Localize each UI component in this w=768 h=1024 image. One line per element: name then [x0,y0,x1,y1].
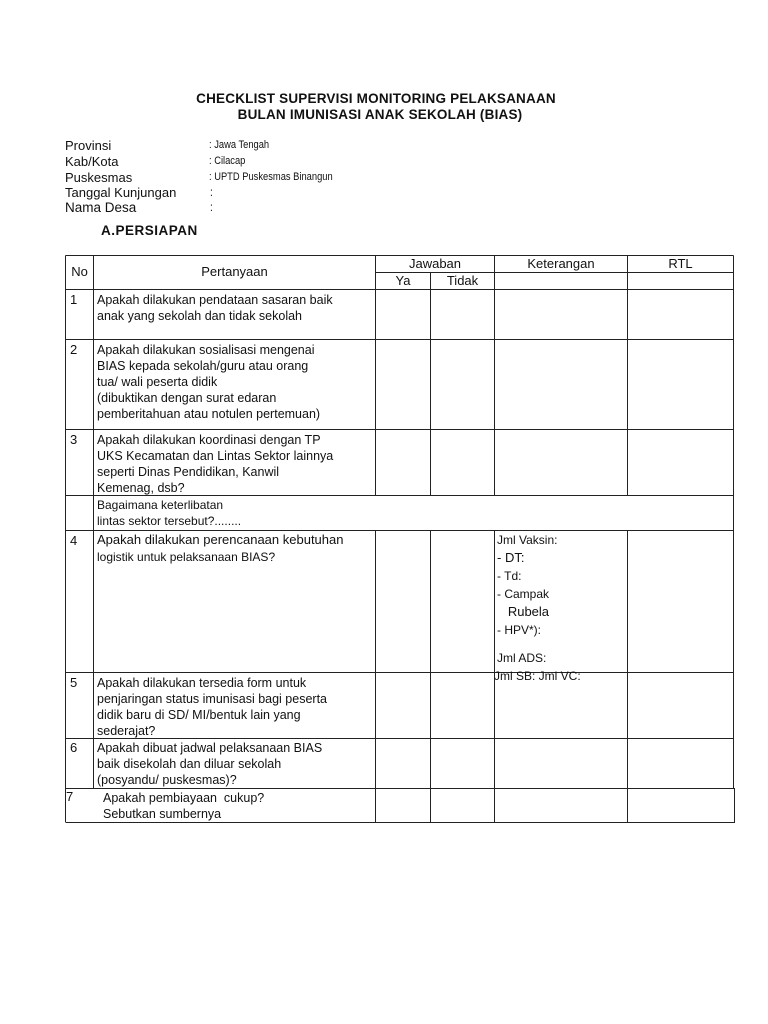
info-label: Puskesmas [65,170,133,185]
info-label: Tanggal Kunjungan [65,185,177,200]
header-ya: Ya [395,273,411,288]
question-text: Bagaimana keterlibatan lintas sektor tersebut?........ [97,498,242,528]
info-value: : UPTD Puskesmas Binangun [209,171,333,183]
header-keterangan: Keterangan [527,256,595,271]
row-number: 5 [70,675,78,690]
header-pertanyaan: Pertanyaan [201,264,268,279]
header-jawaban: Jawaban [408,256,462,271]
row-number: 6 [70,740,78,755]
header-rtl: RTL [668,256,693,271]
question-text: Apakah dilakukan sosialisasi mengenai BIAS kepada sekolah/guru atau orang tua/ wali peserta didik (dibuktikan dengan surat edaran pemberitahuan atau notulen pertemuan) [97,343,321,421]
info-value: : Cilacap [209,155,246,167]
question-text: Apakah dilakukan pendataan sasaran baik anak yang sekolah dan tidak sekolah [97,293,333,323]
question-text: Apakah pembiayaan cukup? Sebutkan sumbernya [103,791,265,821]
header-tidak: Tidak [446,273,479,288]
question-text: Apakah dilakukan perencanaan kebutuhan logistik untuk pelaksanaan BIAS? [97,532,344,564]
keterangan-logistik: Jml Vaksin: - DT: - Td: - Campak Rubela - HPV*): Jml ADS: Jml SB: Jml VC: [494,533,581,683]
info-value: : [210,200,213,214]
question-text: Apakah dibuat jadwal pelaksanaan BIAS baik disekolah dan diluar sekolah (posyandu/ puskesmas)? [97,741,323,787]
header-no: No [71,264,88,279]
row-number: 1 [70,292,78,307]
row-number: 2 [70,342,78,357]
info-label: Provinsi [65,138,112,153]
document-title-line-1: CHECKLIST SUPERVISI MONITORING PELAKSANAAN [196,91,556,106]
info-value: : [210,185,213,199]
section-title: A.PERSIAPAN [101,223,198,238]
info-label: Kab/Kota [65,154,119,169]
row-number: 4 [70,533,78,548]
row-number: 7 [66,789,74,804]
row-number: 3 [70,432,78,447]
question-text: Apakah dilakukan koordinasi dengan TP UKS Kecamatan dan Lintas Sektor lainnya seperti Dinas Pendidikan, Kanwil Kemenag, dsb? [97,433,334,495]
question-text: Apakah dilakukan tersedia form untuk penjaringan status imunisasi bagi peserta didik baru di SD/ MI/bentuk lain yang sederajat? [97,676,327,738]
info-label: Nama Desa [65,200,137,215]
document-title-line-2: BULAN IMUNISASI ANAK SEKOLAH (BIAS) [237,107,523,122]
info-value: : Jawa Tengah [209,139,270,151]
